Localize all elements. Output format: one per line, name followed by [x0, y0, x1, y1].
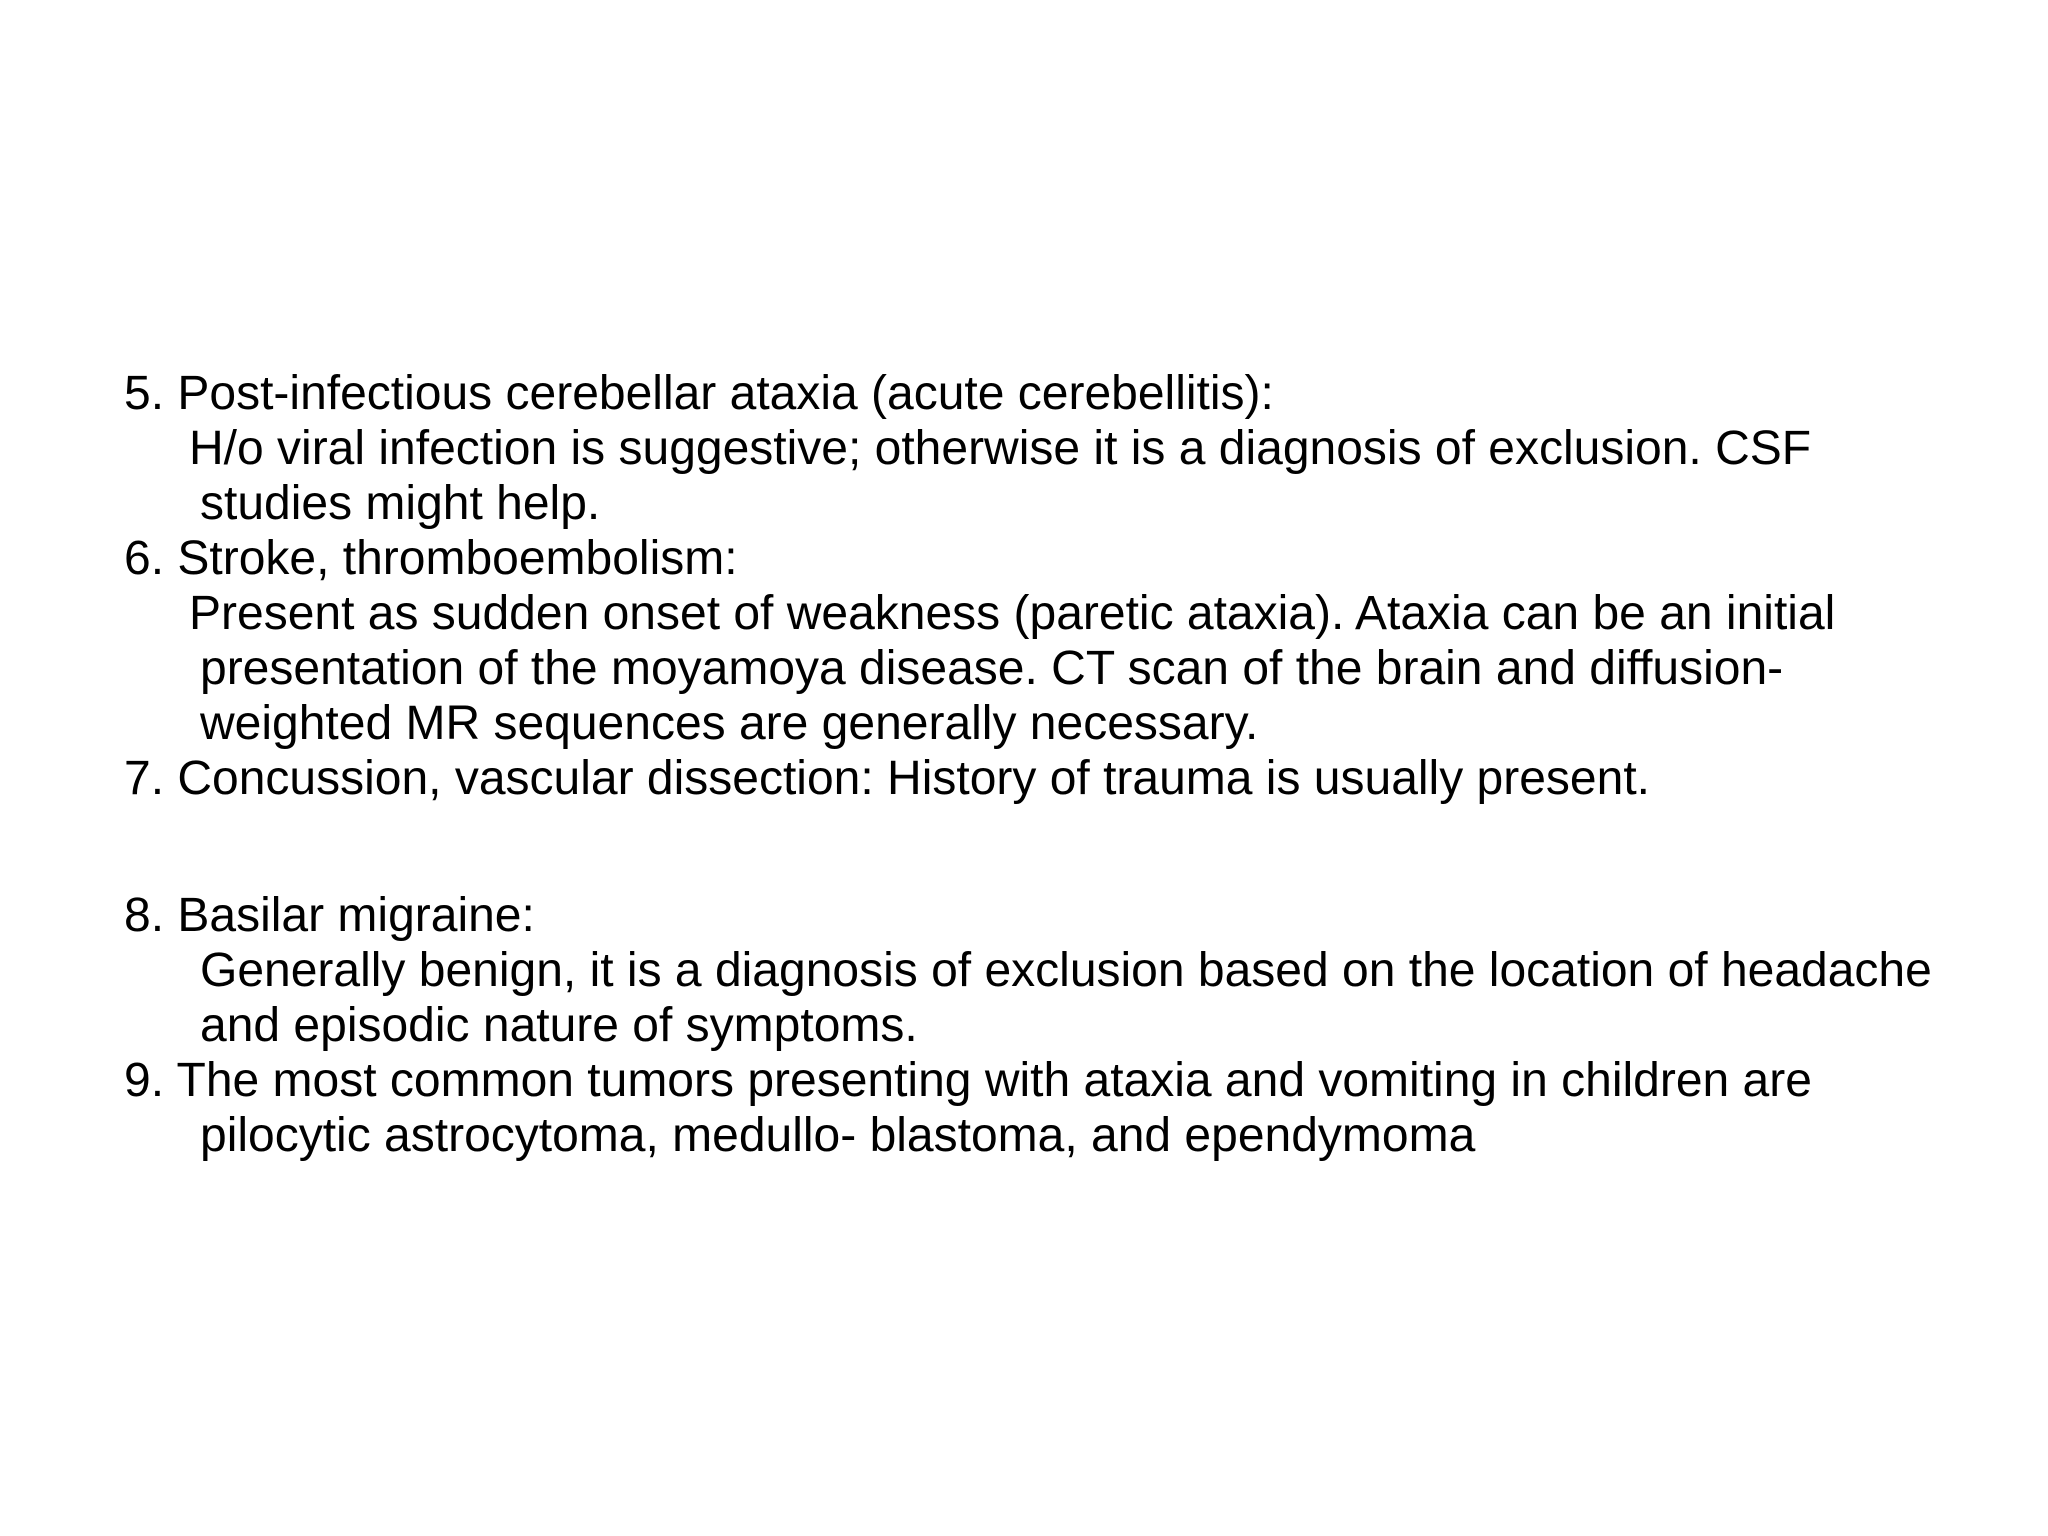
slide-content — [124, 366, 1964, 1163]
item-8-body: Generally benign, it is a diagnosis of exclusion based on the location of headache and episodic nature of symptoms. — [200, 944, 1932, 1052]
item-9-heading: 9. The most common tumors presenting with ataxia and vomiting in children are pilocytic astrocytoma, medullo- blastoma, and ependymoma — [124, 1054, 1812, 1162]
spacer — [124, 806, 1964, 888]
item-6-heading: 6. Stroke, thromboembolism: — [124, 532, 738, 585]
item-5-heading: 5. Post-infectious cerebellar ataxia (acute cerebellitis): — [124, 367, 1274, 420]
item-5-body: H/o viral infection is suggestive; otherwise it is a diagnosis of exclusion. CSF studies might help. — [189, 422, 1812, 530]
item-8-heading: 8. Basilar migraine: — [124, 889, 535, 942]
item-7-heading: 7. Concussion, vascular dissection: History of trauma is usually present. — [124, 752, 1650, 805]
item-6-body: Present as sudden onset of weakness (paretic ataxia). Ataxia can be an initial presentation of the moyamoya disease. CT scan of the brain and diffusion-weighted MR sequences are generally necessary. — [189, 587, 1836, 750]
